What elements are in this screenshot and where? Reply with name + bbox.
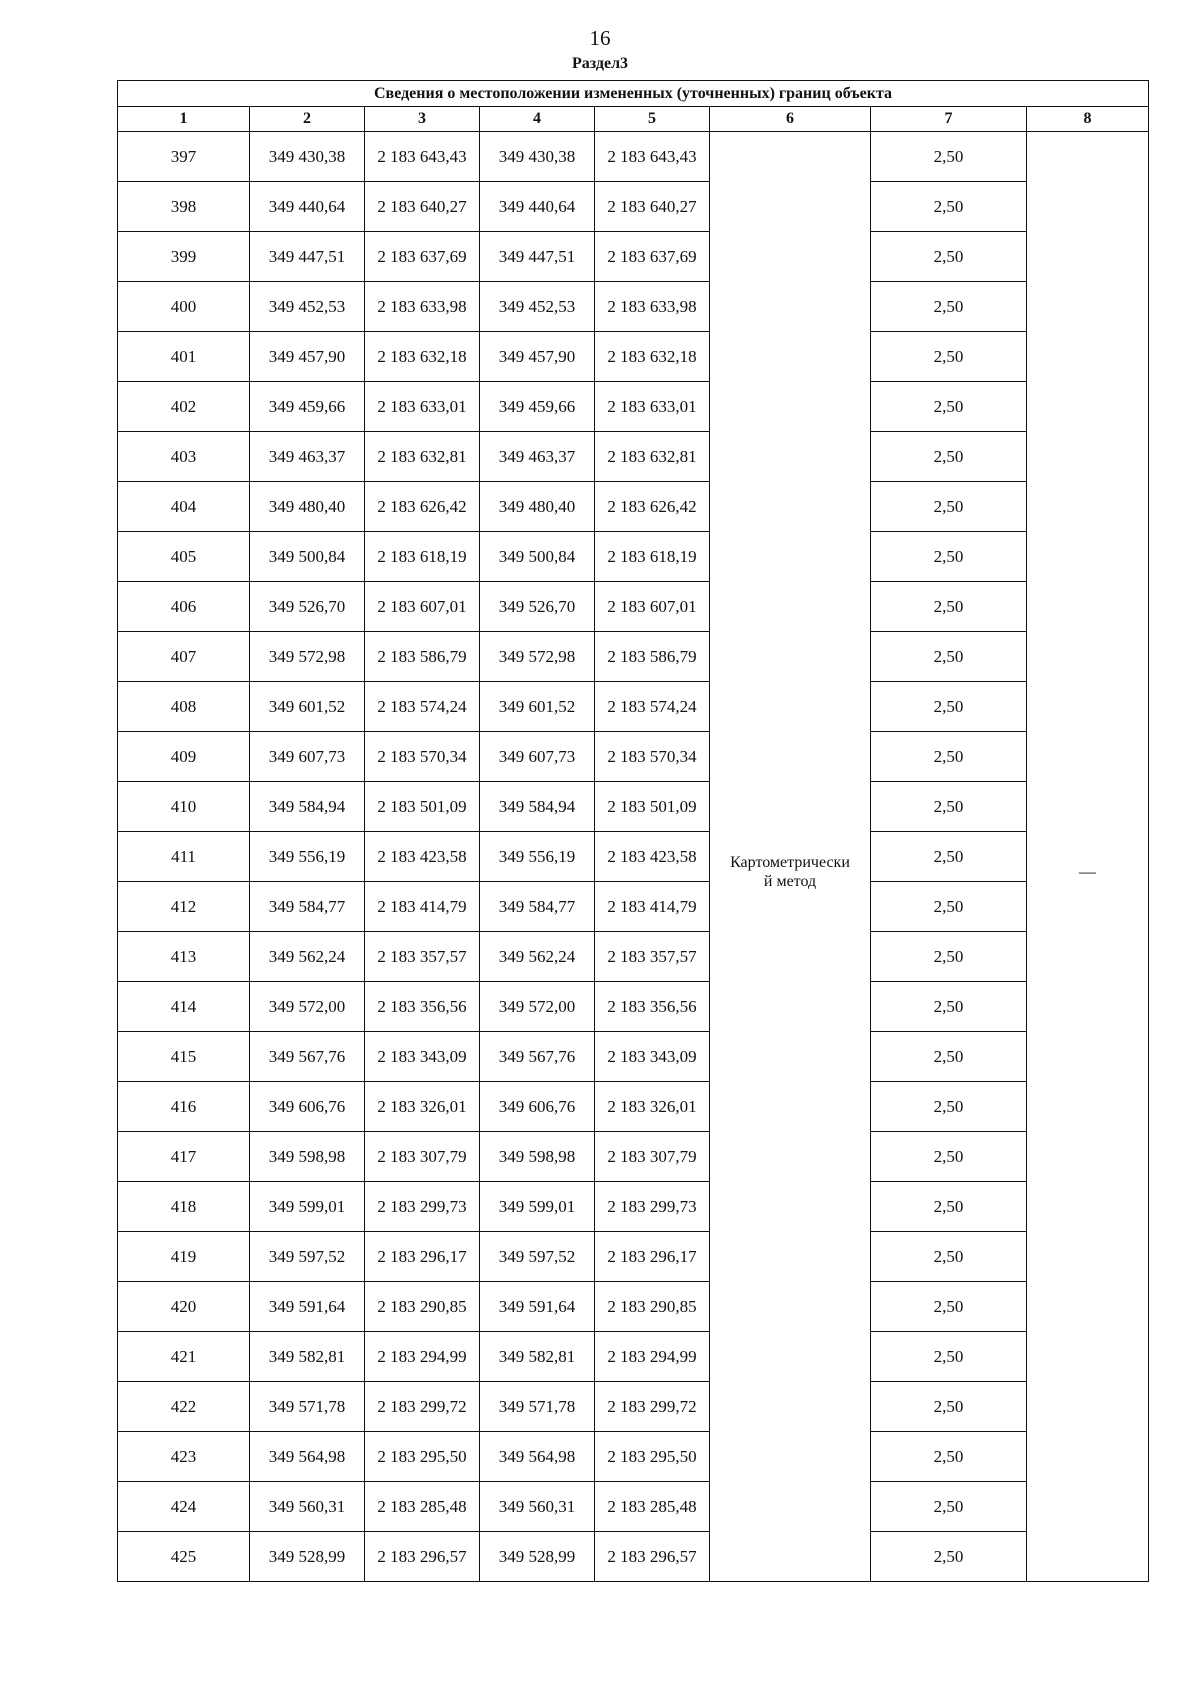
table-row bbox=[118, 1232, 1149, 1282]
x-old-cell: 349 459,66 bbox=[250, 382, 365, 432]
column-header-8: 8 bbox=[1027, 107, 1149, 132]
point-number-cell: 422 bbox=[118, 1382, 250, 1432]
x-old-cell: 349 440,64 bbox=[250, 182, 365, 232]
point-number-cell: 403 bbox=[118, 432, 250, 482]
method-line: й метод bbox=[763, 872, 817, 890]
x-old-cell: 349 567,76 bbox=[250, 1032, 365, 1082]
table-row bbox=[118, 1182, 1149, 1232]
x-new-cell: 349 528,99 bbox=[480, 1532, 595, 1582]
y-old-cell: 2 183 640,27 bbox=[365, 182, 480, 232]
y-new-cell: 2 183 296,17 bbox=[595, 1232, 710, 1282]
table-row bbox=[118, 1132, 1149, 1182]
point-number-cell: 399 bbox=[118, 232, 250, 282]
x-new-cell: 349 597,52 bbox=[480, 1232, 595, 1282]
x-new-cell: 349 457,90 bbox=[480, 332, 595, 382]
column-header-row bbox=[118, 107, 1149, 132]
x-old-cell: 349 582,81 bbox=[250, 1332, 365, 1382]
y-new-cell: 2 183 357,57 bbox=[595, 932, 710, 982]
point-number-cell: 398 bbox=[118, 182, 250, 232]
point-number-cell: 411 bbox=[118, 832, 250, 882]
accuracy-cell: 2,50 bbox=[871, 182, 1027, 232]
y-new-cell: 2 183 637,69 bbox=[595, 232, 710, 282]
accuracy-cell: 2,50 bbox=[871, 132, 1027, 182]
x-new-cell: 349 430,38 bbox=[480, 132, 595, 182]
table-row bbox=[118, 282, 1149, 332]
accuracy-cell: 2,50 bbox=[871, 782, 1027, 832]
point-number-cell: 419 bbox=[118, 1232, 250, 1282]
point-number-cell: 418 bbox=[118, 1182, 250, 1232]
table-row bbox=[118, 132, 1149, 182]
note-cell: — bbox=[1027, 132, 1149, 1582]
accuracy-cell: 2,50 bbox=[871, 882, 1027, 932]
column-header-3: 3 bbox=[365, 107, 480, 132]
accuracy-cell: 2,50 bbox=[871, 532, 1027, 582]
table-row bbox=[118, 1282, 1149, 1332]
table-row bbox=[118, 1482, 1149, 1532]
x-old-cell: 349 430,38 bbox=[250, 132, 365, 182]
y-new-cell: 2 183 632,81 bbox=[595, 432, 710, 482]
x-new-cell: 349 582,81 bbox=[480, 1332, 595, 1382]
table-row bbox=[118, 932, 1149, 982]
table-row bbox=[118, 732, 1149, 782]
accuracy-cell: 2,50 bbox=[871, 282, 1027, 332]
accuracy-cell: 2,50 bbox=[871, 1332, 1027, 1382]
table-row bbox=[118, 882, 1149, 932]
y-old-cell: 2 183 632,18 bbox=[365, 332, 480, 382]
accuracy-cell: 2,50 bbox=[871, 1532, 1027, 1582]
accuracy-cell: 2,50 bbox=[871, 1432, 1027, 1482]
x-new-cell: 349 447,51 bbox=[480, 232, 595, 282]
point-number-cell: 420 bbox=[118, 1282, 250, 1332]
y-new-cell: 2 183 307,79 bbox=[595, 1132, 710, 1182]
x-old-cell: 349 584,77 bbox=[250, 882, 365, 932]
point-number-cell: 425 bbox=[118, 1532, 250, 1582]
y-old-cell: 2 183 501,09 bbox=[365, 782, 480, 832]
column-header-6: 6 bbox=[710, 107, 871, 132]
y-new-cell: 2 183 299,72 bbox=[595, 1382, 710, 1432]
point-number-cell: 412 bbox=[118, 882, 250, 932]
point-number-cell: 408 bbox=[118, 682, 250, 732]
point-number-cell: 404 bbox=[118, 482, 250, 532]
x-new-cell: 349 599,01 bbox=[480, 1182, 595, 1232]
y-new-cell: 2 183 640,27 bbox=[595, 182, 710, 232]
table-row bbox=[118, 1082, 1149, 1132]
x-old-cell: 349 556,19 bbox=[250, 832, 365, 882]
accuracy-cell: 2,50 bbox=[871, 482, 1027, 532]
y-old-cell: 2 183 626,42 bbox=[365, 482, 480, 532]
y-new-cell: 2 183 643,43 bbox=[595, 132, 710, 182]
point-number-cell: 417 bbox=[118, 1132, 250, 1182]
y-new-cell: 2 183 295,50 bbox=[595, 1432, 710, 1482]
y-old-cell: 2 183 294,99 bbox=[365, 1332, 480, 1382]
x-new-cell: 349 598,98 bbox=[480, 1132, 595, 1182]
x-new-cell: 349 607,73 bbox=[480, 732, 595, 782]
table-row bbox=[118, 382, 1149, 432]
x-old-cell: 349 591,64 bbox=[250, 1282, 365, 1332]
y-old-cell: 2 183 357,57 bbox=[365, 932, 480, 982]
y-old-cell: 2 183 643,43 bbox=[365, 132, 480, 182]
point-number-cell: 397 bbox=[118, 132, 250, 182]
table-row bbox=[118, 1432, 1149, 1482]
x-new-cell: 349 459,66 bbox=[480, 382, 595, 432]
accuracy-cell: 2,50 bbox=[871, 1082, 1027, 1132]
accuracy-cell: 2,50 bbox=[871, 332, 1027, 382]
x-new-cell: 349 452,53 bbox=[480, 282, 595, 332]
y-old-cell: 2 183 637,69 bbox=[365, 232, 480, 282]
y-old-cell: 2 183 574,24 bbox=[365, 682, 480, 732]
x-new-cell: 349 584,94 bbox=[480, 782, 595, 832]
section-title: Раздел3 bbox=[571, 55, 629, 72]
x-old-cell: 349 601,52 bbox=[250, 682, 365, 732]
table-row bbox=[118, 682, 1149, 732]
y-old-cell: 2 183 618,19 bbox=[365, 532, 480, 582]
x-new-cell: 349 567,76 bbox=[480, 1032, 595, 1082]
point-number-cell: 410 bbox=[118, 782, 250, 832]
y-new-cell: 2 183 633,98 bbox=[595, 282, 710, 332]
x-old-cell: 349 607,73 bbox=[250, 732, 365, 782]
y-old-cell: 2 183 633,98 bbox=[365, 282, 480, 332]
column-header-2: 2 bbox=[250, 107, 365, 132]
x-old-cell: 349 447,51 bbox=[250, 232, 365, 282]
accuracy-cell: 2,50 bbox=[871, 982, 1027, 1032]
table-row bbox=[118, 1532, 1149, 1582]
method-line: Картометрически bbox=[730, 853, 850, 871]
accuracy-cell: 2,50 bbox=[871, 1182, 1027, 1232]
x-old-cell: 349 526,70 bbox=[250, 582, 365, 632]
table-row bbox=[118, 832, 1149, 882]
point-number-cell: 406 bbox=[118, 582, 250, 632]
accuracy-cell: 2,50 bbox=[871, 1032, 1027, 1082]
accuracy-cell: 2,50 bbox=[871, 632, 1027, 682]
x-new-cell: 349 564,98 bbox=[480, 1432, 595, 1482]
x-new-cell: 349 601,52 bbox=[480, 682, 595, 732]
x-old-cell: 349 564,98 bbox=[250, 1432, 365, 1482]
y-new-cell: 2 183 632,18 bbox=[595, 332, 710, 382]
y-old-cell: 2 183 285,48 bbox=[365, 1482, 480, 1532]
y-old-cell: 2 183 343,09 bbox=[365, 1032, 480, 1082]
y-new-cell: 2 183 356,56 bbox=[595, 982, 710, 1032]
x-old-cell: 349 571,78 bbox=[250, 1382, 365, 1432]
x-new-cell: 349 571,78 bbox=[480, 1382, 595, 1432]
column-header-4: 4 bbox=[480, 107, 595, 132]
y-old-cell: 2 183 307,79 bbox=[365, 1132, 480, 1182]
table-row bbox=[118, 182, 1149, 232]
x-old-cell: 349 500,84 bbox=[250, 532, 365, 582]
y-old-cell: 2 183 414,79 bbox=[365, 882, 480, 932]
x-new-cell: 349 556,19 bbox=[480, 832, 595, 882]
y-old-cell: 2 183 356,56 bbox=[365, 982, 480, 1032]
x-old-cell: 349 480,40 bbox=[250, 482, 365, 532]
table-row bbox=[118, 782, 1149, 832]
y-old-cell: 2 183 423,58 bbox=[365, 832, 480, 882]
y-new-cell: 2 183 570,34 bbox=[595, 732, 710, 782]
y-new-cell: 2 183 296,57 bbox=[595, 1532, 710, 1582]
accuracy-cell: 2,50 bbox=[871, 582, 1027, 632]
point-number-cell: 416 bbox=[118, 1082, 250, 1132]
x-new-cell: 349 562,24 bbox=[480, 932, 595, 982]
table-row bbox=[118, 332, 1149, 382]
table-row bbox=[118, 232, 1149, 282]
accuracy-cell: 2,50 bbox=[871, 1382, 1027, 1432]
point-number-cell: 402 bbox=[118, 382, 250, 432]
x-new-cell: 349 500,84 bbox=[480, 532, 595, 582]
x-new-cell: 349 463,37 bbox=[480, 432, 595, 482]
column-header-5: 5 bbox=[595, 107, 710, 132]
table-row bbox=[118, 532, 1149, 582]
accuracy-cell: 2,50 bbox=[871, 1232, 1027, 1282]
boundary-coordinates-table bbox=[117, 80, 1149, 1582]
x-new-cell: 349 572,00 bbox=[480, 982, 595, 1032]
column-header-1: 1 bbox=[118, 107, 250, 132]
point-number-cell: 421 bbox=[118, 1332, 250, 1382]
accuracy-cell: 2,50 bbox=[871, 382, 1027, 432]
table-row bbox=[118, 982, 1149, 1032]
y-old-cell: 2 183 570,34 bbox=[365, 732, 480, 782]
accuracy-cell: 2,50 bbox=[871, 732, 1027, 782]
x-old-cell: 349 606,76 bbox=[250, 1082, 365, 1132]
x-old-cell: 349 452,53 bbox=[250, 282, 365, 332]
point-number-cell: 413 bbox=[118, 932, 250, 982]
x-new-cell: 349 606,76 bbox=[480, 1082, 595, 1132]
y-new-cell: 2 183 343,09 bbox=[595, 1032, 710, 1082]
point-number-cell: 401 bbox=[118, 332, 250, 382]
point-number-cell: 424 bbox=[118, 1482, 250, 1532]
table-row bbox=[118, 582, 1149, 632]
table-row bbox=[118, 1332, 1149, 1382]
y-new-cell: 2 183 626,42 bbox=[595, 482, 710, 532]
y-new-cell: 2 183 586,79 bbox=[595, 632, 710, 682]
point-number-cell: 414 bbox=[118, 982, 250, 1032]
table-row bbox=[118, 432, 1149, 482]
x-old-cell: 349 598,98 bbox=[250, 1132, 365, 1182]
y-new-cell: 2 183 574,24 bbox=[595, 682, 710, 732]
accuracy-cell: 2,50 bbox=[871, 932, 1027, 982]
x-old-cell: 349 584,94 bbox=[250, 782, 365, 832]
x-old-cell: 349 560,31 bbox=[250, 1482, 365, 1532]
table-row bbox=[118, 482, 1149, 532]
method-cell bbox=[710, 132, 871, 1582]
y-old-cell: 2 183 607,01 bbox=[365, 582, 480, 632]
x-old-cell: 349 597,52 bbox=[250, 1232, 365, 1282]
y-new-cell: 2 183 414,79 bbox=[595, 882, 710, 932]
accuracy-cell: 2,50 bbox=[871, 1132, 1027, 1182]
y-old-cell: 2 183 299,72 bbox=[365, 1382, 480, 1432]
x-old-cell: 349 599,01 bbox=[250, 1182, 365, 1232]
accuracy-cell: 2,50 bbox=[871, 1282, 1027, 1332]
accuracy-cell: 2,50 bbox=[871, 432, 1027, 482]
point-number-cell: 407 bbox=[118, 632, 250, 682]
accuracy-cell: 2,50 bbox=[871, 232, 1027, 282]
y-new-cell: 2 183 607,01 bbox=[595, 582, 710, 632]
y-old-cell: 2 183 299,73 bbox=[365, 1182, 480, 1232]
y-new-cell: 2 183 501,09 bbox=[595, 782, 710, 832]
y-old-cell: 2 183 295,50 bbox=[365, 1432, 480, 1482]
point-number-cell: 400 bbox=[118, 282, 250, 332]
y-old-cell: 2 183 632,81 bbox=[365, 432, 480, 482]
table-body bbox=[118, 132, 1149, 1582]
y-old-cell: 2 183 326,01 bbox=[365, 1082, 480, 1132]
y-new-cell: 2 183 290,85 bbox=[595, 1282, 710, 1332]
table-caption: Сведения о местоположении измененных (уточненных) границ объекта bbox=[118, 81, 1149, 107]
x-old-cell: 349 528,99 bbox=[250, 1532, 365, 1582]
x-new-cell: 349 584,77 bbox=[480, 882, 595, 932]
x-new-cell: 349 480,40 bbox=[480, 482, 595, 532]
x-old-cell: 349 572,98 bbox=[250, 632, 365, 682]
y-old-cell: 2 183 296,57 bbox=[365, 1532, 480, 1582]
point-number-cell: 409 bbox=[118, 732, 250, 782]
page-number: 16 bbox=[589, 26, 611, 50]
point-number-cell: 405 bbox=[118, 532, 250, 582]
column-header-7: 7 bbox=[871, 107, 1027, 132]
accuracy-cell: 2,50 bbox=[871, 1482, 1027, 1532]
y-old-cell: 2 183 290,85 bbox=[365, 1282, 480, 1332]
accuracy-cell: 2,50 bbox=[871, 682, 1027, 732]
x-old-cell: 349 463,37 bbox=[250, 432, 365, 482]
y-new-cell: 2 183 633,01 bbox=[595, 382, 710, 432]
y-new-cell: 2 183 294,99 bbox=[595, 1332, 710, 1382]
y-new-cell: 2 183 326,01 bbox=[595, 1082, 710, 1132]
x-new-cell: 349 572,98 bbox=[480, 632, 595, 682]
accuracy-cell: 2,50 bbox=[871, 832, 1027, 882]
y-new-cell: 2 183 285,48 bbox=[595, 1482, 710, 1532]
point-number-cell: 423 bbox=[118, 1432, 250, 1482]
x-new-cell: 349 440,64 bbox=[480, 182, 595, 232]
table-row bbox=[118, 632, 1149, 682]
y-old-cell: 2 183 633,01 bbox=[365, 382, 480, 432]
x-old-cell: 349 572,00 bbox=[250, 982, 365, 1032]
x-old-cell: 349 562,24 bbox=[250, 932, 365, 982]
x-new-cell: 349 560,31 bbox=[480, 1482, 595, 1532]
table-row bbox=[118, 1382, 1149, 1432]
y-new-cell: 2 183 299,73 bbox=[595, 1182, 710, 1232]
x-old-cell: 349 457,90 bbox=[250, 332, 365, 382]
y-old-cell: 2 183 586,79 bbox=[365, 632, 480, 682]
y-new-cell: 2 183 618,19 bbox=[595, 532, 710, 582]
table-row bbox=[118, 1032, 1149, 1082]
point-number-cell: 415 bbox=[118, 1032, 250, 1082]
x-new-cell: 349 591,64 bbox=[480, 1282, 595, 1332]
y-old-cell: 2 183 296,17 bbox=[365, 1232, 480, 1282]
y-new-cell: 2 183 423,58 bbox=[595, 832, 710, 882]
x-new-cell: 349 526,70 bbox=[480, 582, 595, 632]
